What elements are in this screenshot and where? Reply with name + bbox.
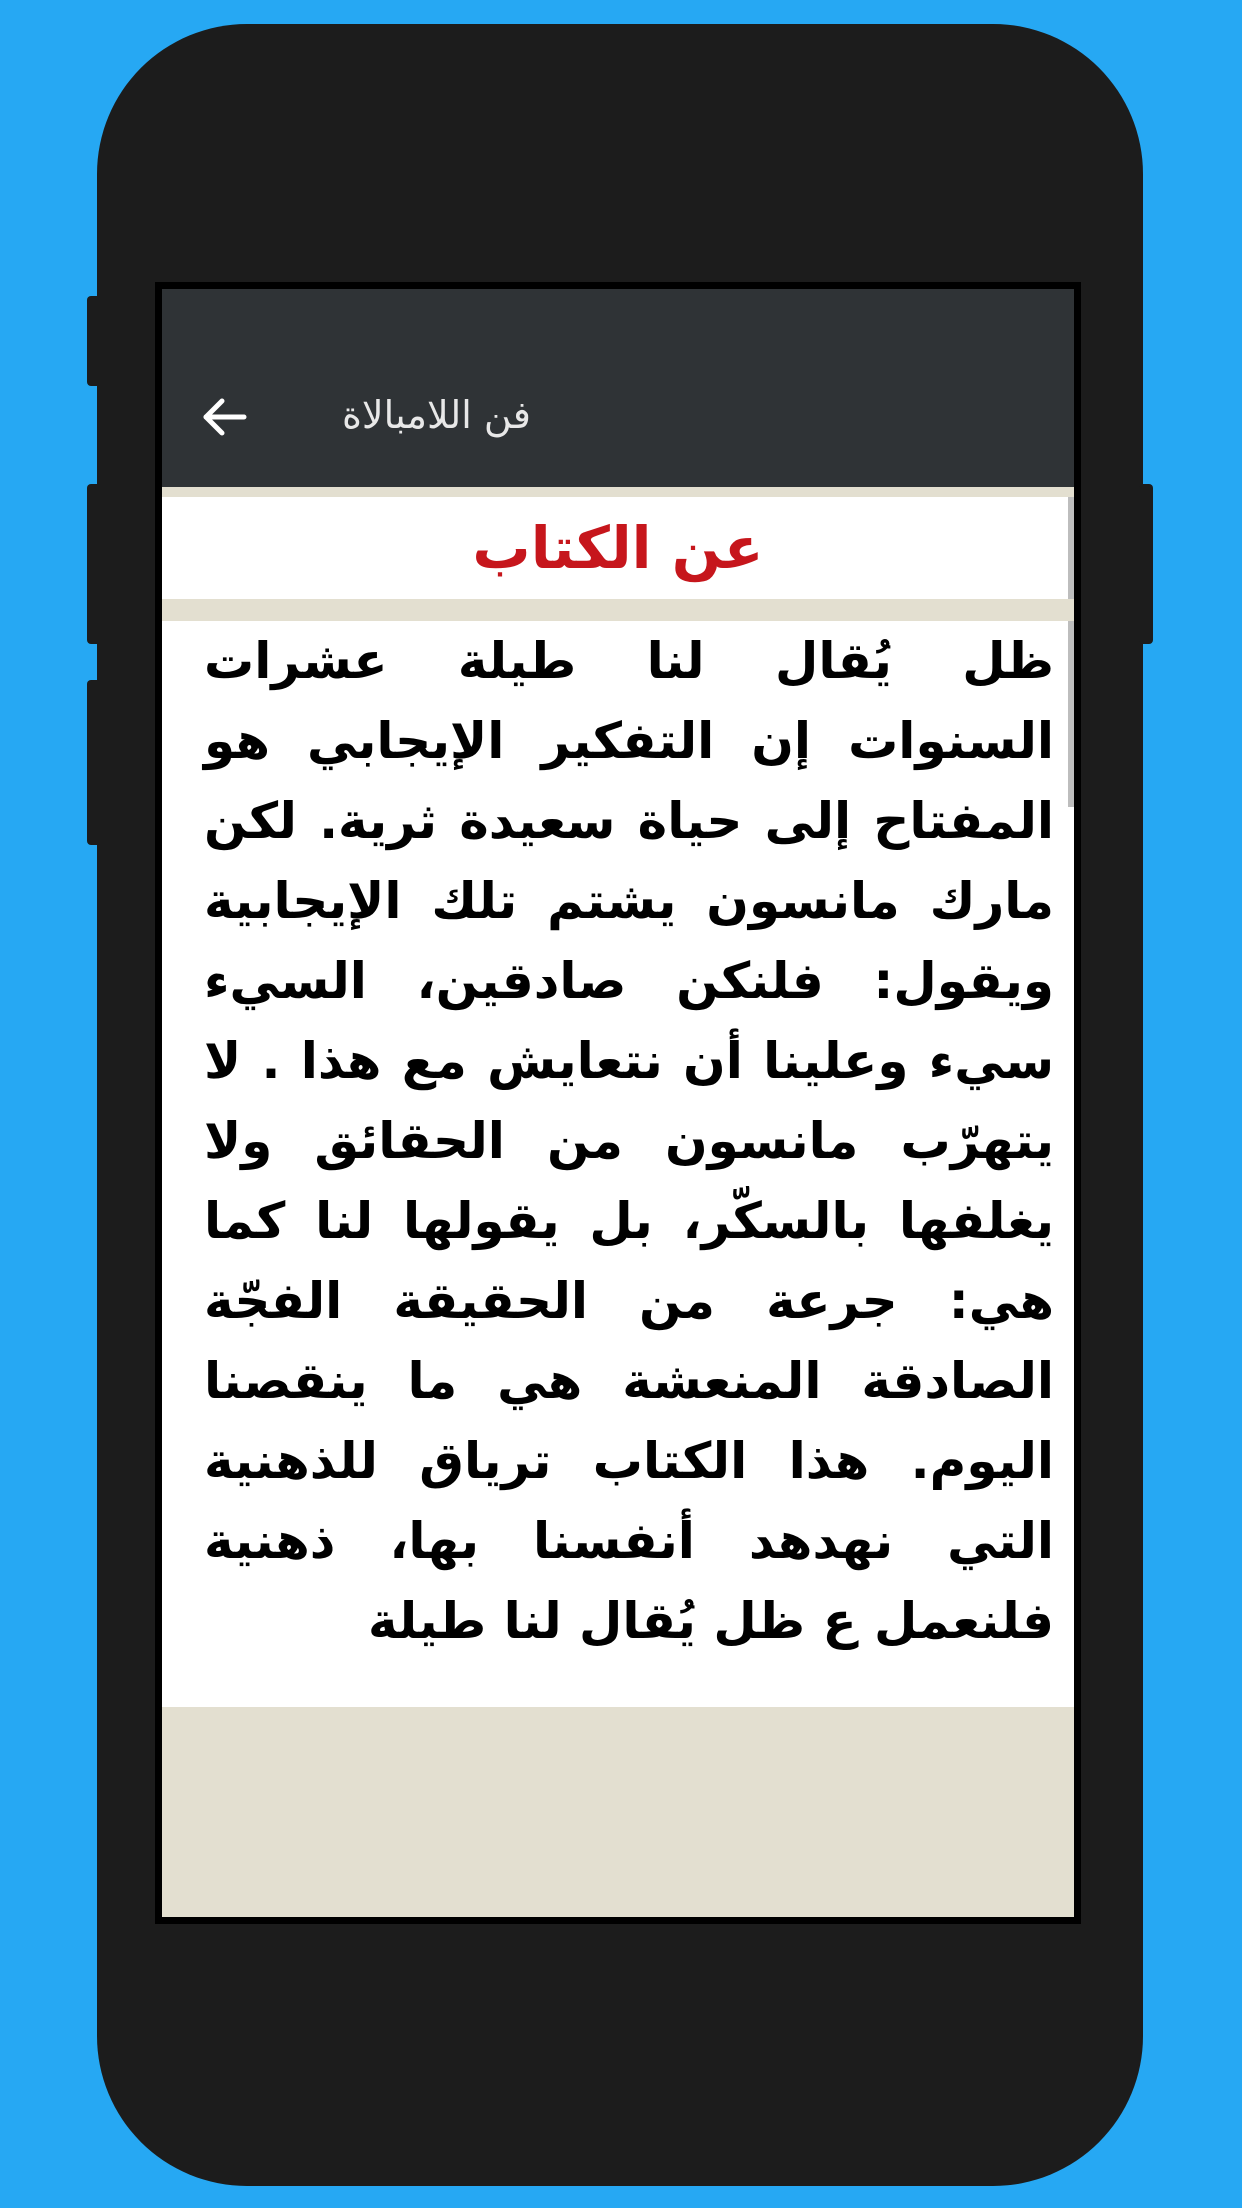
phone-side-button [87, 484, 101, 644]
section-header [162, 497, 1074, 599]
divider [162, 487, 1074, 497]
scrollbar-thumb[interactable] [1068, 621, 1074, 807]
page-title: فن اللامبالاة [342, 393, 531, 437]
arrow-left-icon [198, 391, 250, 443]
section-title: عن الكتاب [472, 514, 764, 582]
book-description-text: ظل يُقال لنا طيلة عشرات السنوات إن التفكير الإيجابي هو المفتاح إلى حياة سعيدة ثرية. لكن مارك مانسون يشتم تلك الإيجابية ويقول: فلنكن صادقين، السيء سيء وعلينا أن نتعايش مع هذا . لا يتهرّب مانسون من الحقائق ولا يغلفها بالسكّر، بل يقولها لنا كما هي: جرعة من الحقيقة الفجّة الصادقة المنعشة هي ما ينقصنا اليوم. هذا الكتاب ترياق للذهنية التي نهدهد أنفسنا بها، ذهنية فلنعمل ع ظل يُقال لنا طيلة [204, 632, 1054, 1650]
phone-side-button [87, 680, 101, 845]
back-button[interactable] [198, 391, 250, 443]
phone-side-button [87, 296, 101, 386]
divider [162, 599, 1074, 621]
app-bar [162, 289, 1074, 487]
book-description-panel[interactable] [162, 621, 1074, 1707]
app-window [162, 289, 1074, 1917]
phone-screen [155, 282, 1081, 1924]
phone-side-button [1139, 484, 1153, 644]
